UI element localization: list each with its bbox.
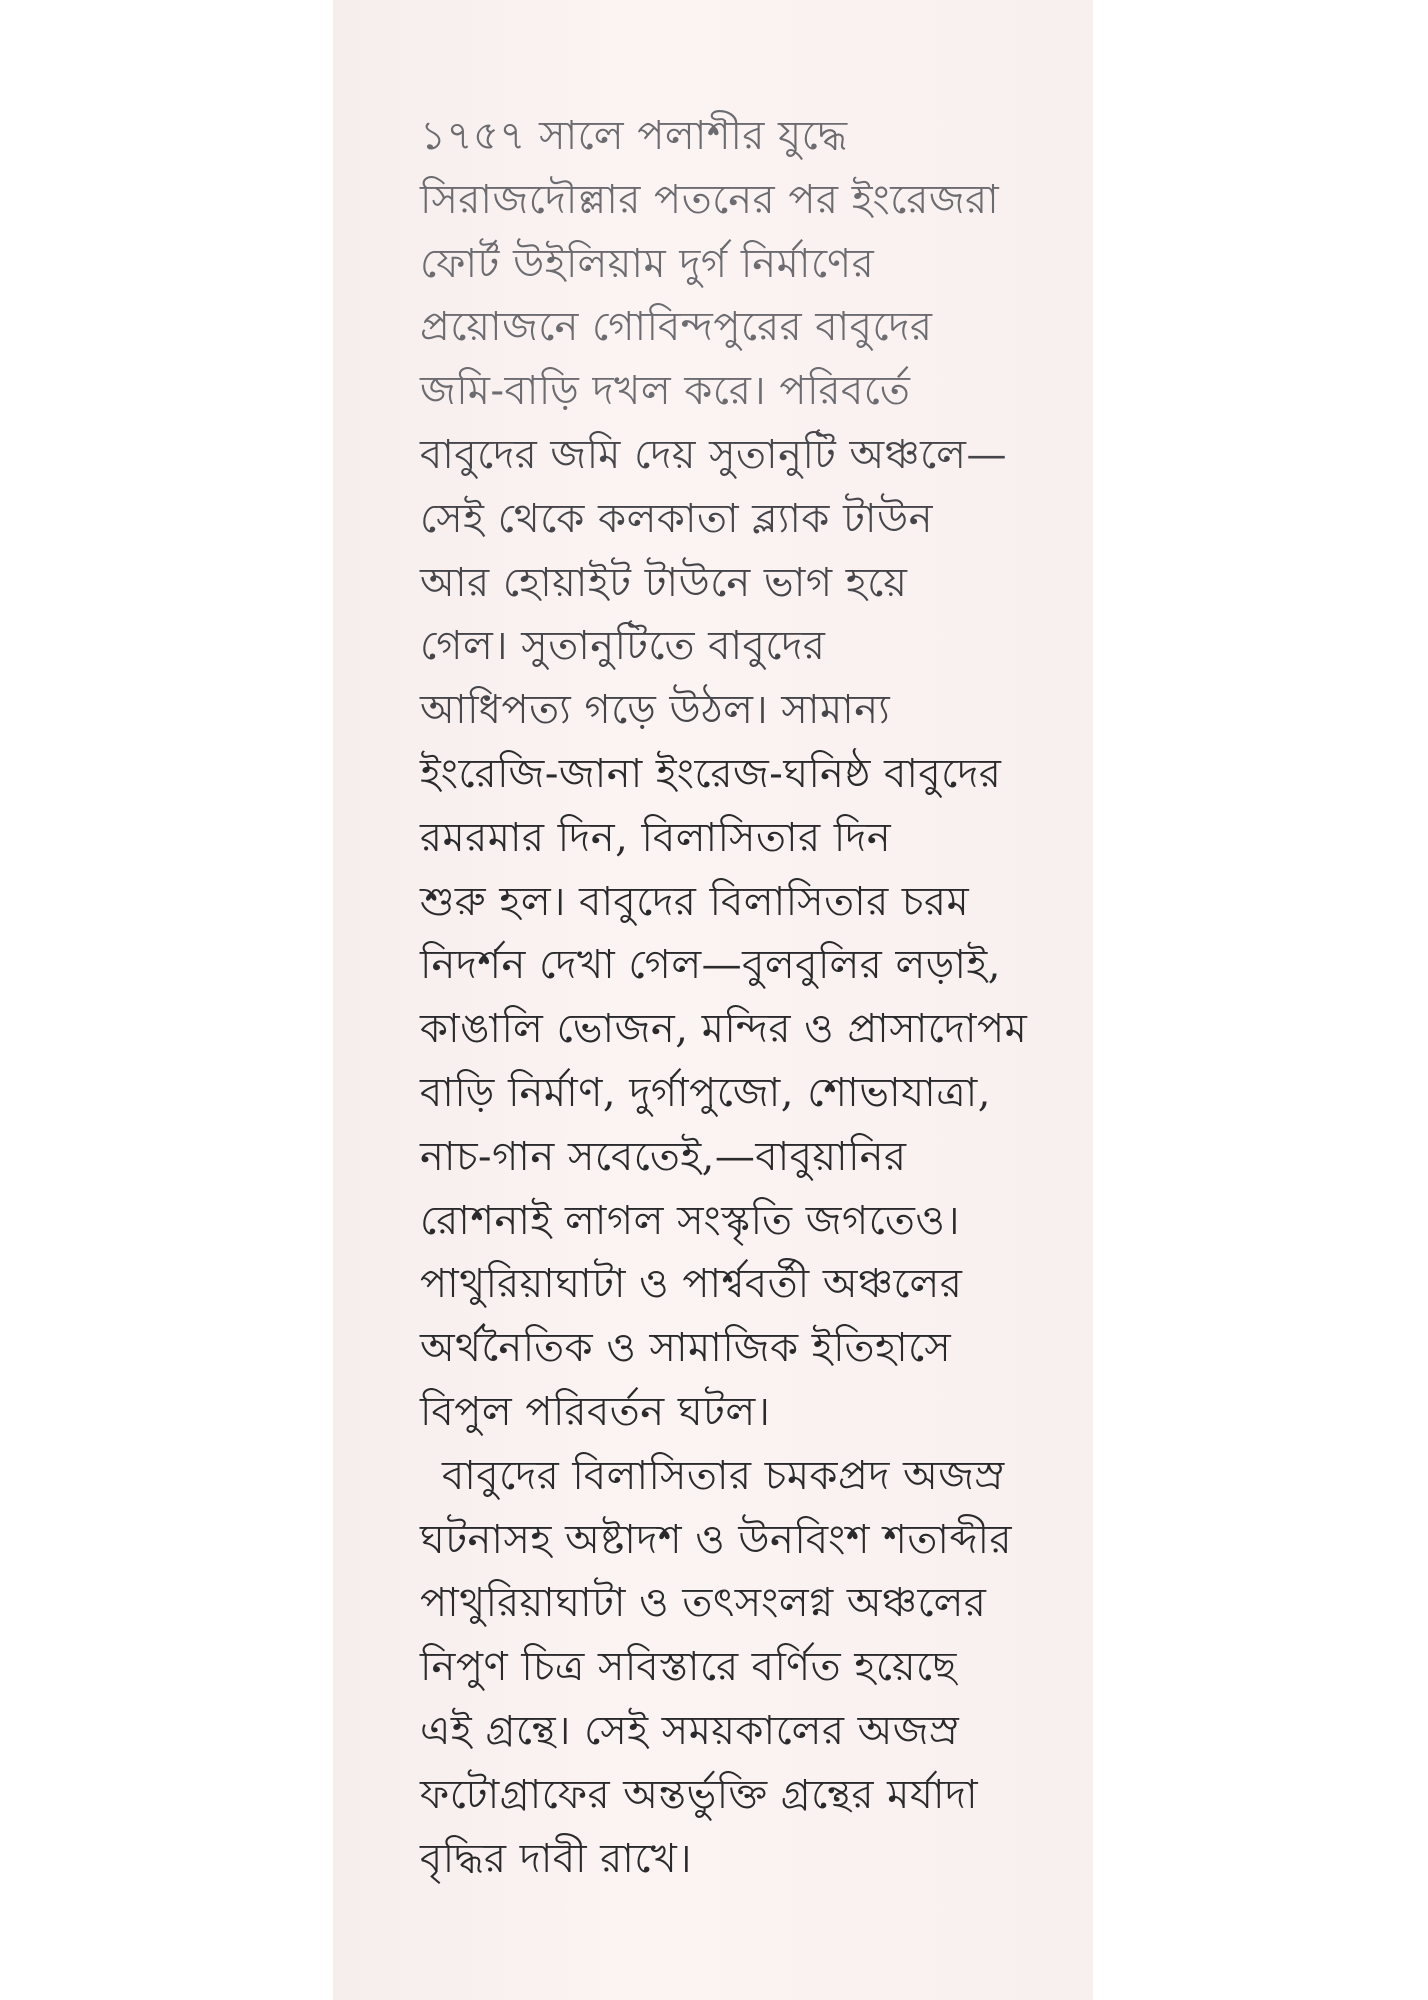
text-line: ১৭৫৭ সালে পলাশীর যুদ্ধে <box>420 113 848 159</box>
text-line: রমরমার দিন, বিলাসিতার দিন <box>420 814 892 861</box>
text-line: বাড়ি নির্মাণ, দুর্গাপুজো, শোভাযাত্রা, <box>420 1069 991 1116</box>
text-line: অর্থনৈতিক ও সামাজিক ইতিহাসে <box>420 1325 952 1372</box>
text-line: আর হোয়াইট টাউনে ভাগ হয়ে <box>420 559 908 606</box>
text-line: গেল। সুতানুটিতে বাবুদের <box>420 623 826 670</box>
text-line: বাবুদের জমি দেয় সুতানুটি অঞ্চলে— <box>420 431 1007 478</box>
text-line: ফোর্ট উইলিয়াম দুর্গ নির্মাণের <box>420 240 875 287</box>
text-line: ইংরেজি-জানা ইংরেজ-ঘনিষ্ঠ বাবুদের <box>420 750 1002 797</box>
text-line: সেই থেকে কলকাতা ব্ল্যাক টাউন <box>420 495 934 542</box>
text-line: কাঙালি ভোজন, মন্দির ও প্রাসাদোপম <box>420 1006 1028 1053</box>
text-line: নিপুণ চিত্র সবিস্তারে বর্ণিত হয়েছে <box>420 1644 957 1691</box>
paragraph-1 <box>420 105 1060 1445</box>
blurb-text <box>420 105 1060 1891</box>
text-line: এই গ্রন্থে। সেই সময়কালের অজস্র <box>420 1707 960 1754</box>
text-line: বাবুদের বিলাসিতার চমকপ্রদ অজস্র <box>442 1452 1005 1499</box>
text-line: আধিপত্য গড়ে উঠল। সামান্য <box>420 687 891 734</box>
text-line: শুরু হল। বাবুদের বিলাসিতার চরম <box>420 878 970 925</box>
text-line: বিপুল পরিবর্তন ঘটল। <box>420 1388 771 1435</box>
paragraph-2 <box>420 1445 1060 1892</box>
text-line: রোশনাই লাগল সংস্কৃতি জগতেও। <box>420 1197 961 1244</box>
text-line: সিরাজদৌল্লার পতনের পর ইংরেজরা <box>420 176 1000 223</box>
text-line: বৃদ্ধির দাবী রাখে। <box>420 1835 693 1882</box>
text-line: নাচ-গান সবেতেই,—বাবুয়ানির <box>420 1133 907 1180</box>
text-line: পাথুরিয়াঘাটা ও তৎসংলগ্ন অঞ্চলের <box>420 1580 987 1627</box>
text-line: জমি-বাড়ি দখল করে। পরিবর্তে <box>420 368 911 415</box>
text-line: ফটোগ্রাফের অন্তর্ভুক্তি গ্রন্থের মর্যাদা <box>420 1771 979 1818</box>
text-line: প্রয়োজনে গোবিন্দপুরের বাবুদের <box>420 304 933 351</box>
text-line: পাথুরিয়াঘাটা ও পার্শ্ববর্তী অঞ্চলের <box>420 1261 963 1308</box>
text-line: ঘটনাসহ অষ্টাদশ ও উনবিংশ শতাব্দীর <box>420 1516 1013 1563</box>
text-line: নিদর্শন দেখা গেল—বুলবুলির লড়াই, <box>420 942 1001 989</box>
